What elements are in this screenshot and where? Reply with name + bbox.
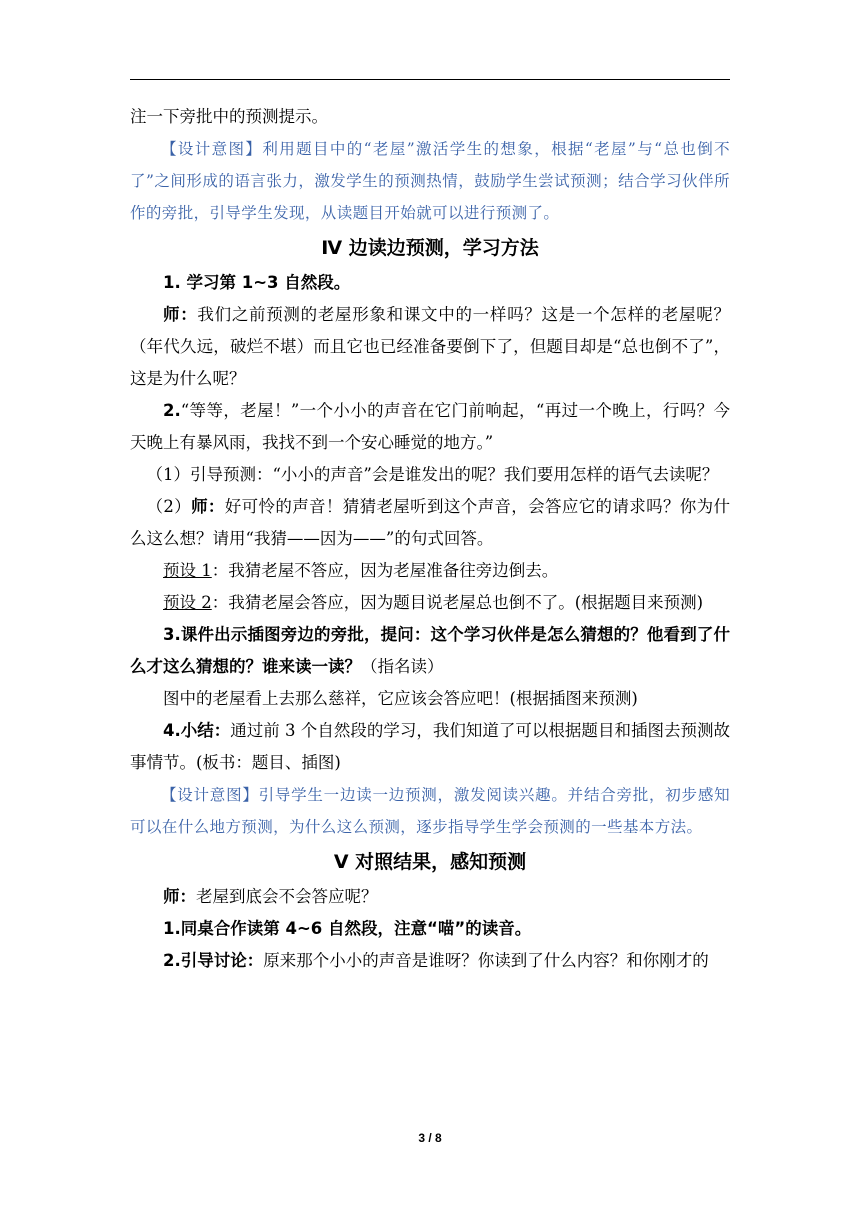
note-tag: 【设计意图】 <box>161 140 263 158</box>
summary-text: 通过前 3 个自然段的学习，我们知道了可以根据题目和插图去预测故事情节。(板书：题目、插图) <box>130 721 730 772</box>
note-tag: 【设计意图】 <box>161 786 259 804</box>
design-intent-note-2 <box>130 779 730 843</box>
step-tail: （指名读） <box>361 657 444 676</box>
preset-2 <box>130 587 730 619</box>
document-body <box>130 101 730 977</box>
sub-question-2 <box>130 491 730 555</box>
preset-label: 预设 2 <box>163 593 212 612</box>
discussion-label: 2.引导讨论： <box>163 951 264 970</box>
section-heading-5: Ⅴ 对照结果，感知预测 <box>333 851 527 873</box>
preset-text: ：我猜老屋不答应，因为老屋准备往旁边倒去。 <box>211 561 559 580</box>
section-heading-4: Ⅳ 边读边预测，学习方法 <box>321 237 539 259</box>
step-text: 3.课件出示插图旁边的旁批，提问：这个学习伙伴是怎么猜想的？他看到了什么才这么猜想的？谁来读一读？ <box>130 625 730 676</box>
note-text: 引导学生一边读一边预测，激发阅读兴趣。并结合旁批，初步感知可以在什么地方预测，为什么这么预测，逐步指导学生学会预测的一些基本方法。 <box>130 786 730 836</box>
discussion-text: 原来那个小小的声音是谁呀？你读到了什么内容？和你刚才的 <box>263 951 709 970</box>
sub-number: （2） <box>146 497 192 516</box>
sub-question-1: （1）引导预测：“小小的声音”会是谁发出的呢？我们要用怎样的语气去读呢？ <box>146 465 719 484</box>
step-4 <box>130 715 730 779</box>
teacher-label: 师： <box>191 497 225 516</box>
summary-label: 4.小结： <box>163 721 231 740</box>
quote-text: “等等，老屋！”一个小小的声音在它门前响起，“再过一个晚上，行吗？今天晚上有暴风雨，我找不到一个安心睡觉的地方。” <box>130 401 730 452</box>
teacher-question-1 <box>130 299 730 395</box>
teacher-label: 师： <box>163 887 196 906</box>
step-5: 1.同桌合作读第 4~6 自然段，注意“喵”的读音。 <box>163 919 532 938</box>
step-number: 2. <box>163 401 181 420</box>
sub-text: 好可怜的声音！猜猜老屋听到这个声音，会答应它的请求吗？你为什么这么想？请用“我猜——因为——”的句式回答。 <box>130 497 731 548</box>
step-6 <box>130 945 730 977</box>
preset-label: 预设 1 <box>163 561 212 580</box>
step-2 <box>130 395 730 459</box>
picture-prediction: 图中的老屋看上去那么慈祥，它应该会答应吧！(根据插图来预测) <box>163 689 638 708</box>
step-1: 1. 学习第 1~3 自然段。 <box>163 273 351 292</box>
teacher-question-2 <box>130 881 730 913</box>
note-text: 利用题目中的“老屋”激活学生的想象，根据“老屋”与“总也倒不了”之间形成的语言张力，激发学生的预测热情，鼓励学生尝试预测；结合学习伙伴所作的旁批，引导学生发现，从读题目开始就可以进行预测了。 <box>130 140 730 222</box>
design-intent-note-1 <box>130 133 730 229</box>
preset-text: ：我猜老屋会答应，因为题目说老屋总也倒不了。(根据题目来预测) <box>211 593 704 612</box>
paragraph-continuation: 注一下旁批中的预测提示。 <box>130 107 328 126</box>
page-number: 3 / 8 <box>418 1131 442 1145</box>
preset-1 <box>130 555 730 587</box>
teacher-text: 老屋到底会不会答应呢？ <box>196 887 378 906</box>
teacher-text: 我们之前预测的老屋形象和课文中的一样吗？这是一个怎样的老屋呢？（年代久远，破烂不堪）而且它也已经准备要倒下了，但题目却是“总也倒不了”，这是为什么呢？ <box>130 305 730 388</box>
header-rule <box>130 79 730 80</box>
step-3 <box>130 619 730 683</box>
teacher-label: 师： <box>163 305 198 324</box>
